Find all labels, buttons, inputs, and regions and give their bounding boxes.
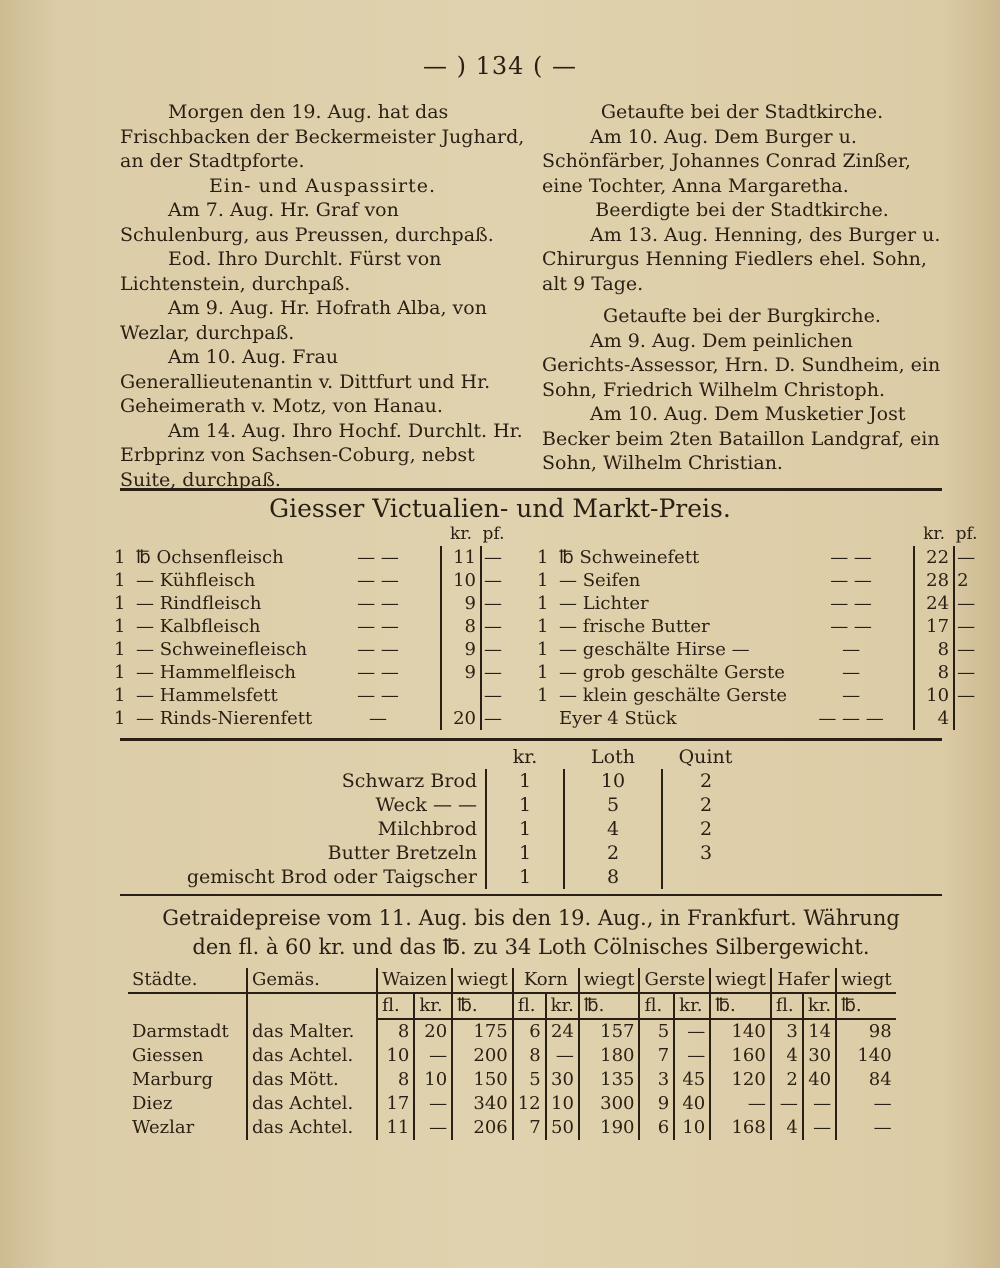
grain-g-lb: 140 — [710, 1019, 771, 1044]
grain-k-kr: 50 — [546, 1116, 579, 1140]
grain-h-kr: — — [803, 1092, 836, 1116]
city-name: Marburg — [132, 1069, 214, 1090]
item-dashes: — — [842, 639, 861, 660]
bread-quint: 2 — [662, 769, 749, 793]
grain-w-kr: — — [414, 1116, 452, 1140]
section-heading-baptized-castle: Getaufte bei der Burgkirche. — [603, 305, 881, 327]
market-table-left — [112, 522, 506, 730]
grain-k-lb: 180 — [579, 1044, 640, 1068]
passage-entry: Am 10. Aug. Frau Generallieutenantin v. Dittfurt und Hr. Geheimerath v. Motz, von Hanau. — [120, 346, 491, 417]
measure-unit: das Malter. — [247, 1019, 377, 1044]
bread-kr: 1 — [486, 769, 564, 793]
price-kr: 4 — [914, 707, 954, 730]
grain-w-fl: 8 — [377, 1068, 414, 1092]
section-heading-buried: Beerdigte bei der Stadtkirche. — [595, 199, 889, 221]
bread-loth: 2 — [564, 841, 662, 865]
city-name: Diez — [132, 1093, 173, 1114]
grain-k-lb: 300 — [579, 1092, 640, 1116]
item-dashes: — — — [830, 570, 872, 591]
item-quantity: 1 — [537, 547, 549, 568]
grain-g-lb: 160 — [710, 1044, 771, 1068]
grain-g-fl: 7 — [639, 1044, 674, 1068]
kr-subheader: kr. — [674, 993, 710, 1019]
market-row — [112, 684, 506, 707]
bread-kr: 1 — [486, 841, 564, 865]
grain-k-fl: 12 — [513, 1092, 546, 1116]
grain-w-kr: — — [414, 1092, 452, 1116]
grain-g-fl: 6 — [639, 1116, 674, 1140]
market-row — [535, 707, 979, 730]
item-name: — Rinds-Nierenfett — [136, 708, 313, 729]
market-row — [535, 638, 979, 661]
price-kr: 20 — [441, 707, 481, 730]
grain-w-kr: — — [414, 1044, 452, 1068]
item-dashes: — — — [357, 616, 399, 637]
grain-price-title — [120, 904, 942, 962]
bread-kr: 1 — [486, 865, 564, 889]
price-kr: 9 — [441, 592, 481, 615]
pf-header: pf. — [482, 524, 505, 544]
pf-header: pf. — [955, 524, 978, 544]
item-dashes: — — — [357, 570, 399, 591]
grain-price-table — [128, 968, 896, 1140]
grain-k-lb: 190 — [579, 1116, 640, 1140]
grain-h-lb: 140 — [836, 1044, 896, 1068]
grain-row — [128, 1068, 896, 1092]
measure-unit: das Achtel. — [247, 1044, 377, 1068]
grain-h-kr: 30 — [803, 1044, 836, 1068]
lb-subheader: ℔. — [836, 993, 896, 1019]
city-name: Wezlar — [132, 1117, 195, 1138]
price-pf: — — [484, 547, 502, 568]
price-pf: — — [957, 547, 976, 568]
grain-g-kr: 40 — [674, 1092, 710, 1116]
price-kr: 9 — [441, 661, 481, 684]
price-kr: 10 — [914, 684, 954, 707]
grain-w-fl: 10 — [377, 1044, 414, 1068]
item-quantity: 1 — [537, 570, 549, 591]
city-name: Darmstadt — [132, 1020, 229, 1042]
passage-entry: Eod. Ihro Durchlt. Fürst von Lichtenstein, durchpaß. — [120, 248, 442, 295]
grain-w-kr: 10 — [414, 1068, 452, 1092]
market-row — [112, 592, 506, 615]
grain-w-fl: 8 — [377, 1019, 414, 1044]
kr-subheader: kr. — [546, 993, 579, 1019]
grain-header-weight: wiegt — [710, 968, 771, 993]
market-row — [535, 615, 979, 638]
bread-row — [160, 841, 749, 865]
price-kr: 22 — [914, 546, 954, 569]
item-quantity: 1 — [537, 593, 549, 614]
bread-quint: 3 — [662, 841, 749, 865]
grain-row — [128, 1092, 896, 1116]
item-quantity: 1 — [114, 593, 126, 614]
measure-unit: das Achtel. — [247, 1116, 377, 1140]
price-kr: 17 — [914, 615, 954, 638]
grain-w-lb: 175 — [452, 1019, 513, 1044]
market-row — [535, 592, 979, 615]
grain-h-fl: 3 — [771, 1019, 803, 1044]
measure-unit: das Mött. — [247, 1068, 377, 1092]
grain-title-line2: den fl. à 60 kr. und das ℔. zu 34 Loth Cölnisches Silbergewicht. — [192, 935, 870, 959]
item-quantity — [535, 707, 557, 730]
grain-row — [128, 1044, 896, 1068]
bread-quint: 2 — [662, 793, 749, 817]
item-quantity: 1 — [114, 639, 126, 660]
grain-k-kr: 24 — [546, 1019, 579, 1044]
price-pf: — — [484, 708, 502, 729]
item-dashes: — — [369, 708, 387, 729]
item-dashes: — — — — [818, 708, 884, 729]
grain-h-lb: 98 — [836, 1019, 896, 1044]
lb-subheader: ℔. — [710, 993, 771, 1019]
item-quantity: 1 — [114, 616, 126, 637]
section-divider — [120, 488, 942, 491]
market-table-right — [535, 522, 979, 730]
grain-row — [128, 1116, 896, 1140]
lb-subheader: ℔. — [579, 993, 640, 1019]
item-name: — klein geschälte Gerste — [559, 685, 788, 706]
bread-name: Butter Bretzeln — [327, 842, 477, 864]
grain-w-lb: 206 — [452, 1116, 513, 1140]
grain-w-lb: 200 — [452, 1044, 513, 1068]
grain-g-lb: 168 — [710, 1116, 771, 1140]
grain-k-fl: 7 — [513, 1116, 546, 1140]
market-row — [112, 569, 506, 592]
grain-h-kr: 14 — [803, 1019, 836, 1044]
section-divider — [120, 894, 942, 896]
item-name: — Kalbfleisch — [136, 616, 261, 637]
bread-quint: 2 — [662, 817, 749, 841]
grain-h-fl: — — [771, 1092, 803, 1116]
item-dashes: — — [842, 662, 861, 683]
fl-subheader: fl. — [513, 993, 546, 1019]
item-quantity: 1 — [537, 616, 549, 637]
fl-subheader: fl. — [639, 993, 674, 1019]
market-price-title: Giesser Victualien- und Markt-Preis. — [269, 494, 731, 523]
grain-k-lb: 135 — [579, 1068, 640, 1092]
price-kr: 9 — [441, 638, 481, 661]
item-quantity: 1 — [114, 662, 126, 683]
item-name: — Hammelsfett — [136, 685, 278, 706]
price-kr: 28 — [914, 569, 954, 592]
bread-row — [160, 817, 749, 841]
item-name: — Seifen — [559, 570, 641, 591]
grain-h-kr: — — [803, 1116, 836, 1140]
price-pf: — — [957, 685, 976, 706]
item-dashes: — — — [357, 593, 399, 614]
grain-header-weight: wiegt — [452, 968, 513, 993]
grain-g-kr: — — [674, 1044, 710, 1068]
grain-header-rye: Korn — [513, 968, 579, 993]
page-number-header: — ) 134 ( — — [422, 52, 578, 80]
bread-name: gemischt Brod oder Taigscher — [186, 866, 477, 888]
grain-header-weight: wiegt — [579, 968, 640, 993]
market-row — [535, 569, 979, 592]
bread-quint — [662, 865, 749, 889]
price-kr — [441, 684, 481, 707]
price-pf: — — [957, 639, 976, 660]
market-row — [112, 661, 506, 684]
item-dashes: — — — [357, 547, 399, 568]
right-column — [542, 100, 942, 476]
passage-entry: Am 9. Aug. Hr. Hofrath Alba, von Wezlar, durchpaß. — [120, 297, 487, 344]
bread-loth: 4 — [564, 817, 662, 841]
bread-loth: 5 — [564, 793, 662, 817]
item-dashes: — — — [357, 685, 399, 706]
bread-name: Weck — — — [375, 794, 477, 816]
fl-subheader: fl. — [771, 993, 803, 1019]
price-pf: — — [484, 570, 502, 591]
item-dashes: — — — [357, 639, 399, 660]
register-entry: Am 13. Aug. Henning, des Burger u. Chirurgus Henning Fiedlers ehel. Sohn, alt 9 Tage. — [542, 223, 941, 295]
price-kr: 11 — [441, 546, 481, 569]
fl-subheader: fl. — [377, 993, 414, 1019]
item-name: — geschälte Hirse — — [559, 639, 750, 660]
kr-header: kr. — [923, 524, 946, 544]
left-column — [120, 100, 525, 492]
grain-h-lb: — — [836, 1116, 896, 1140]
kr-subheader: kr. — [414, 993, 452, 1019]
kr-subheader: kr. — [803, 993, 836, 1019]
grain-g-kr: — — [674, 1019, 710, 1044]
lb-subheader: ℔. — [452, 993, 513, 1019]
item-name: — Schweinefleisch — [136, 639, 308, 660]
grain-header-measure: Gemäs. — [247, 968, 377, 993]
price-kr: 8 — [914, 638, 954, 661]
bread-name: Milchbrod — [377, 818, 477, 840]
item-name: ℔ Ochsenfleisch — [136, 547, 284, 568]
grain-g-fl: 9 — [639, 1092, 674, 1116]
bread-kr: 1 — [486, 793, 564, 817]
notice-paragraph: Morgen den 19. Aug. hat das Frischbacken der Beckermeister Jughard, an der Stadtpforte. — [120, 101, 525, 172]
bread-kr-header: kr. — [512, 746, 538, 768]
grain-header-wheat: Waizen — [377, 968, 452, 993]
item-name: — Kühfleisch — [136, 570, 256, 591]
market-row — [112, 638, 506, 661]
price-kr: 8 — [441, 615, 481, 638]
item-name: ℔ Schweinefett — [559, 547, 700, 568]
price-pf: 2 — [957, 570, 969, 591]
item-quantity: 1 — [114, 570, 126, 591]
item-name: — Rindfleisch — [136, 593, 262, 614]
bread-loth: 10 — [564, 769, 662, 793]
grain-h-fl: 4 — [771, 1044, 803, 1068]
grain-g-kr: 45 — [674, 1068, 710, 1092]
item-name: — frische Butter — [559, 616, 710, 637]
section-divider — [120, 738, 942, 741]
grain-k-lb: 157 — [579, 1019, 640, 1044]
item-name: Eyer 4 Stück — [559, 708, 677, 729]
grain-w-lb: 340 — [452, 1092, 513, 1116]
grain-header-weight: wiegt — [836, 968, 896, 993]
grain-h-lb: — — [836, 1092, 896, 1116]
grain-w-fl: 17 — [377, 1092, 414, 1116]
grain-row — [128, 1019, 896, 1044]
passage-entry: Am 14. Aug. Ihro Hochf. Durchlt. Hr. Erbprinz von Sachsen-Coburg, nebst Suite, durchpaß. — [120, 419, 523, 491]
market-row — [535, 684, 979, 707]
item-name: — Hammelfleisch — [136, 662, 297, 683]
item-quantity: 1 — [537, 685, 549, 706]
price-pf: — — [484, 593, 502, 614]
item-quantity: 1 — [114, 708, 126, 729]
item-name: — grob geschälte Gerste — [559, 662, 785, 683]
item-dashes: — — — [357, 662, 399, 683]
bread-price-table — [160, 745, 749, 889]
price-pf: — — [484, 662, 502, 683]
price-pf: — — [484, 685, 502, 706]
price-pf: — — [957, 616, 976, 637]
price-kr: 8 — [914, 661, 954, 684]
section-heading-passage: Ein- und Auspassirte. — [208, 174, 437, 197]
item-dashes: — — — [830, 593, 872, 614]
grain-k-kr: 30 — [546, 1068, 579, 1092]
grain-k-fl: 6 — [513, 1019, 546, 1044]
bread-row — [160, 769, 749, 793]
grain-g-fl: 3 — [639, 1068, 674, 1092]
register-entry: Am 10. Aug. Dem Musketier Jost Becker beim 2ten Bataillon Landgraf, ein Sohn, Wilhelm Christian. — [542, 403, 940, 474]
item-quantity: 1 — [537, 639, 549, 660]
grain-header-cities: Städte. — [128, 968, 247, 993]
grain-w-kr: 20 — [414, 1019, 452, 1044]
grain-g-fl: 5 — [639, 1019, 674, 1044]
grain-h-kr: 40 — [803, 1068, 836, 1092]
grain-k-fl: 8 — [513, 1044, 546, 1068]
measure-unit: das Achtel. — [247, 1092, 377, 1116]
item-dashes: — — [842, 685, 861, 706]
grain-h-fl: 4 — [771, 1116, 803, 1140]
price-pf — [954, 707, 979, 730]
section-heading-baptized-city: Getaufte bei der Stadtkirche. — [600, 101, 884, 123]
price-kr: 10 — [441, 569, 481, 592]
market-row — [112, 615, 506, 638]
bread-row — [160, 793, 749, 817]
register-entry: Am 9. Aug. Dem peinlichen Gerichts-Assessor, Hrn. D. Sundheim, ein Sohn, Friedrich Wilhelm Christoph. — [542, 329, 941, 401]
bread-kr: 1 — [486, 817, 564, 841]
grain-w-lb: 150 — [452, 1068, 513, 1092]
grain-g-lb: — — [710, 1092, 771, 1116]
market-row — [535, 546, 979, 569]
grain-g-kr: 10 — [674, 1116, 710, 1140]
item-dashes: — — — [830, 616, 872, 637]
grain-header-barley: Gerste — [639, 968, 710, 993]
bread-quint-header: Quint — [678, 746, 733, 768]
grain-k-kr: 10 — [546, 1092, 579, 1116]
price-pf: — — [957, 593, 976, 614]
grain-k-fl: 5 — [513, 1068, 546, 1092]
grain-header-oats: Hafer — [771, 968, 836, 993]
grain-h-fl: 2 — [771, 1068, 803, 1092]
bread-name: Schwarz Brod — [341, 770, 477, 792]
item-name: — Lichter — [559, 593, 649, 614]
item-dashes: — — — [830, 547, 872, 568]
bread-row — [160, 865, 749, 889]
grain-title-line1: Getraidepreise vom 11. Aug. bis den 19. Aug., in Frankfurt. Währung — [162, 906, 900, 930]
item-quantity: 1 — [114, 547, 126, 568]
grain-w-fl: 11 — [377, 1116, 414, 1140]
city-name: Giessen — [132, 1045, 204, 1066]
bread-loth: 8 — [564, 865, 662, 889]
price-pf: — — [957, 662, 976, 683]
market-row — [112, 707, 506, 730]
market-row — [112, 546, 506, 569]
item-quantity: 1 — [114, 685, 126, 706]
bread-loth-header: Loth — [591, 746, 635, 768]
register-entry: Am 10. Aug. Dem Burger u. Schönfärber, Johannes Conrad Zinßer, eine Tochter, Anna Margaretha. — [542, 125, 911, 197]
grain-g-lb: 120 — [710, 1068, 771, 1092]
price-pf: — — [484, 639, 502, 660]
price-kr: 24 — [914, 592, 954, 615]
kr-header: kr. — [450, 524, 472, 544]
grain-h-lb: 84 — [836, 1068, 896, 1092]
passage-entry: Am 7. Aug. Hr. Graf von Schulenburg, aus Preussen, durchpaß. — [120, 199, 494, 246]
price-pf: — — [484, 616, 502, 637]
grain-k-kr: — — [546, 1044, 579, 1068]
market-row — [535, 661, 979, 684]
item-quantity: 1 — [537, 662, 549, 683]
